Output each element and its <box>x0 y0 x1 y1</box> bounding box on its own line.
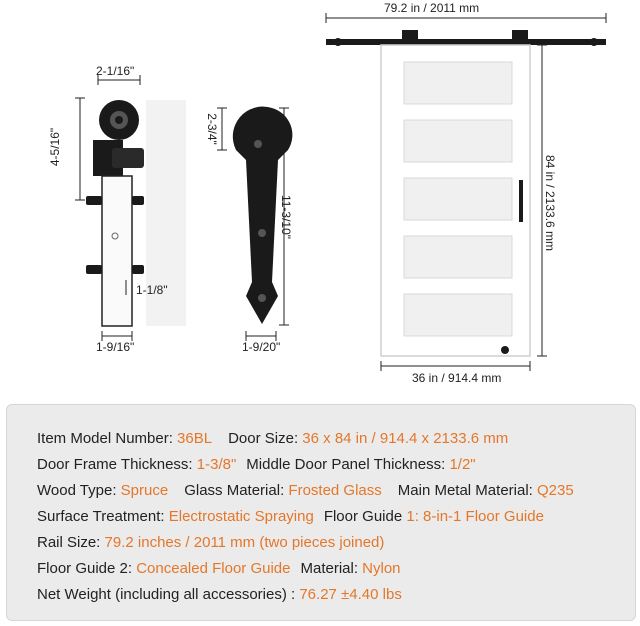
spec-panel <box>6 404 636 621</box>
door-height-label: 84 in / 2133.6 mm <box>543 154 558 252</box>
wood-label: Wood Type: <box>37 482 121 499</box>
spec-row-materials <box>37 482 574 500</box>
rail-value: 79.2 inches / 2011 mm (two pieces joined) <box>104 534 385 551</box>
door-view <box>326 13 606 371</box>
glass-pane <box>404 62 512 104</box>
strap-top-label: 2-3/4" <box>204 113 219 145</box>
material-value: Nylon <box>362 560 401 577</box>
hanger-width-label: 2-1/16" <box>96 64 135 78</box>
material-label: Material: <box>300 560 363 577</box>
floor2-label: Floor Guide 2: <box>37 560 137 577</box>
spec-row-floor2 <box>37 560 401 578</box>
glass-value: Frosted Glass <box>288 482 382 499</box>
surface-value: Electrostatic Spraying <box>168 508 314 525</box>
door-size-label: Door Size: <box>228 430 303 447</box>
glass-pane <box>404 236 512 278</box>
model-value: 36BL <box>177 430 213 447</box>
floor1-label: Floor Guide <box>323 508 407 525</box>
frame-thickness-label: Door Frame Thickness: <box>37 456 197 473</box>
glass-pane <box>404 120 512 162</box>
spec-row-weight <box>37 586 402 604</box>
metal-value: Q235 <box>537 482 574 499</box>
door-size-value: 36 x 84 in / 914.4 x 2133.6 mm <box>302 430 509 447</box>
bottom-width-label: 1-9/16" <box>96 340 135 354</box>
door-thickness-label: 1-1/8" <box>136 283 168 297</box>
rail <box>326 39 606 45</box>
weight-label: Net Weight (including all accessories) : <box>37 586 300 603</box>
spec-row-surface <box>37 508 544 526</box>
rail-label: Rail Size: <box>37 534 105 551</box>
metal-label: Main Metal Material: <box>397 482 537 499</box>
strap-bottom-label: 1-9/20" <box>242 340 281 354</box>
model-label: Item Model Number: <box>37 430 178 447</box>
door-width-label: 36 in / 914.4 mm <box>412 371 502 385</box>
glass-label: Glass Material: <box>184 482 289 499</box>
surface-label: Surface Treatment: <box>37 508 169 525</box>
strap-length-label: 11-3/10" <box>279 194 294 240</box>
weight-value: 76.27 ±4.40 lbs <box>299 586 402 603</box>
wood-value: Spruce <box>120 482 169 499</box>
glass-pane <box>404 178 512 220</box>
floor2-value: Concealed Floor Guide <box>136 560 291 577</box>
panel-thickness-value: 1/2" <box>449 456 476 473</box>
spec-row-rail <box>37 534 384 552</box>
hanger-side-view <box>75 75 186 341</box>
floor1-value: 1: 8-in-1 Floor Guide <box>406 508 544 525</box>
hanger-height-label: 4-5/16" <box>48 127 63 167</box>
frame-thickness-value: 1-3/8" <box>196 456 237 473</box>
handle-icon <box>519 180 523 222</box>
panel-thickness-label: Middle Door Panel Thickness: <box>246 456 450 473</box>
glass-pane <box>404 294 512 336</box>
door-edge <box>102 176 132 326</box>
spec-row-model <box>37 430 508 448</box>
rail-width-label: 79.2 in / 2011 mm <box>384 1 480 15</box>
spec-row-thickness <box>37 456 476 474</box>
